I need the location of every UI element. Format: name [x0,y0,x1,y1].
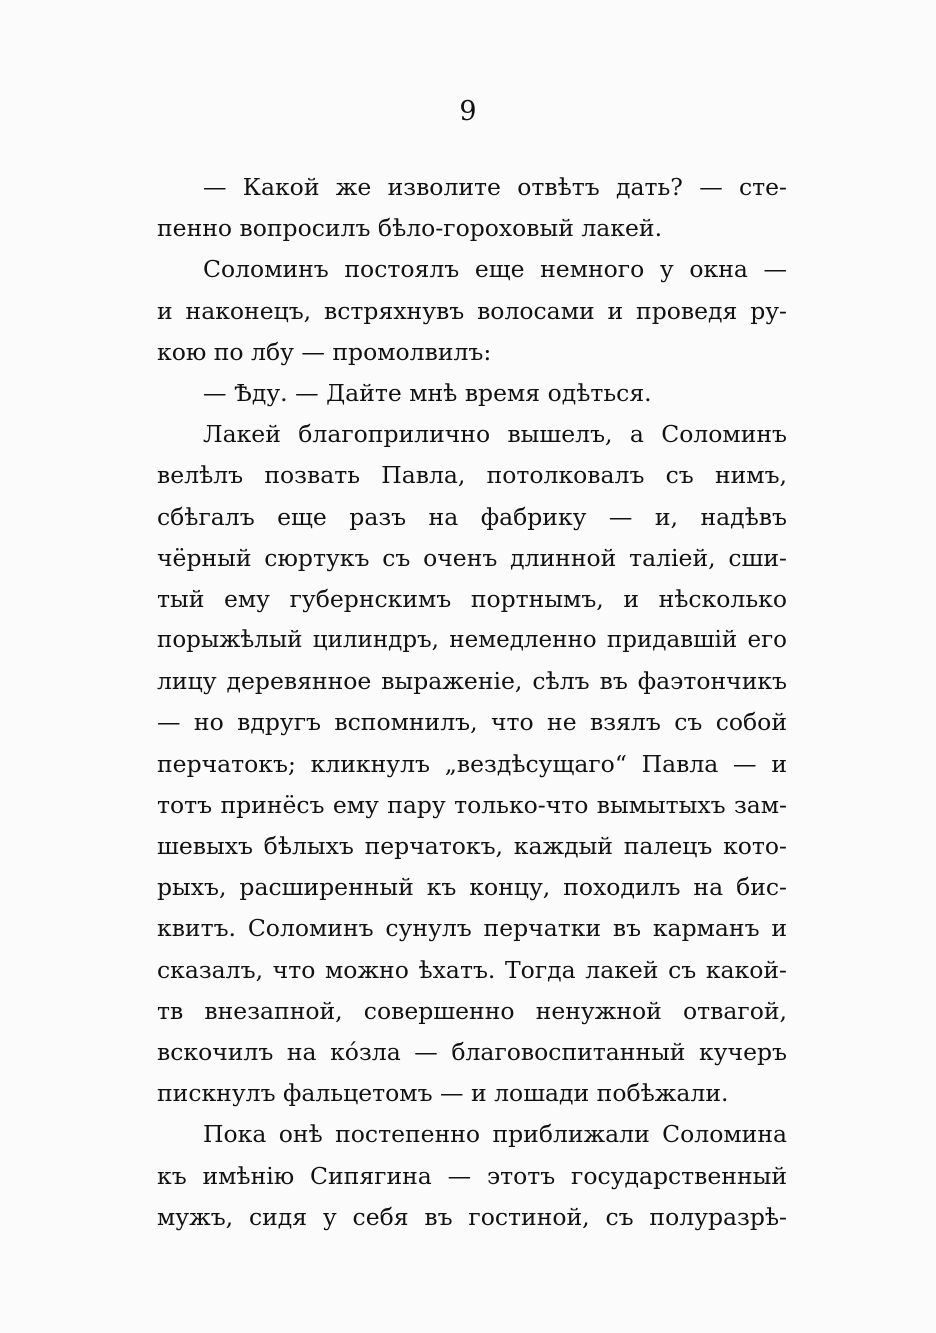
text-line: перчатокъ; кликнулъ „вездѣсущаго“ Павла — и [157,749,787,778]
text-line: тв внезапной, совершенно ненужной отвагой, [157,996,787,1025]
text-line: тый ему губернскимъ портнымъ, и нѣсколько [157,584,787,613]
text-line: вскочилъ на ко́зла — благовоспитанный кучеръ [157,1037,787,1066]
text-line: кою по лбу — промолвилъ: [157,337,492,366]
text-line: рыхъ, расширенный къ концу, походилъ на бис- [157,873,787,902]
text-line: и наконецъ, встряхнувъ волосами и проведя ру- [157,296,787,325]
text-line: чёрный сюртукъ съ оченъ длинной таліей, сши- [157,543,787,572]
text-line: — но вдругъ вспомнилъ, что не взялъ съ собой [157,708,787,737]
body-text [157,167,787,1238]
text-line: сбѣгалъ еще разъ на фабрику — и, надѣвъ [157,502,787,531]
text-line: порыжѣлый цилиндръ, немедленно придавшій его [157,627,787,654]
text-line: сказалъ, что можно ѣхатъ. Тогда лакей съ какой- [157,955,787,984]
page-number: 9 [459,96,477,127]
text-line: пискнулъ фальцетомъ — и лошади побѣжали. [157,1079,729,1108]
text-line: велѣлъ позвать Павла, потолковалъ съ нимъ, [157,461,787,490]
text-line: Соломинъ постоялъ еще немного у окна — [203,255,787,284]
text-line: — Ѣду. — Дайте мнѣ время одѣться. [203,378,652,407]
text-line: шевыхъ бѣлыхъ перчатокъ, каждый палецъ кото- [157,832,787,860]
text-line: тотъ принёсъ ему пару только-что вымытыхъ зам- [157,790,787,819]
text-line: квитъ. Соломинъ сунулъ перчатки въ карманъ и [157,914,787,943]
text-line: Пока онѣ постепенно приближали Соломина [203,1120,787,1149]
text-line: — Какой же изволите отвѣтъ дать? — сте- [203,173,787,201]
text-line: Лакей благоприлично вышелъ, а Соломинъ [203,420,787,449]
text-line: къ имѣнію Сипягина — этотъ государственный [157,1161,787,1190]
text-line: пенно вопросилъ бѣло-гороховый лакей. [157,214,663,243]
text-line: лицу деревянное выраженіе, сѣлъ въ фаэтончикъ [157,667,787,696]
text-line: мужъ, сидя у себя въ гостиной, съ полуразрѣ- [157,1202,787,1231]
